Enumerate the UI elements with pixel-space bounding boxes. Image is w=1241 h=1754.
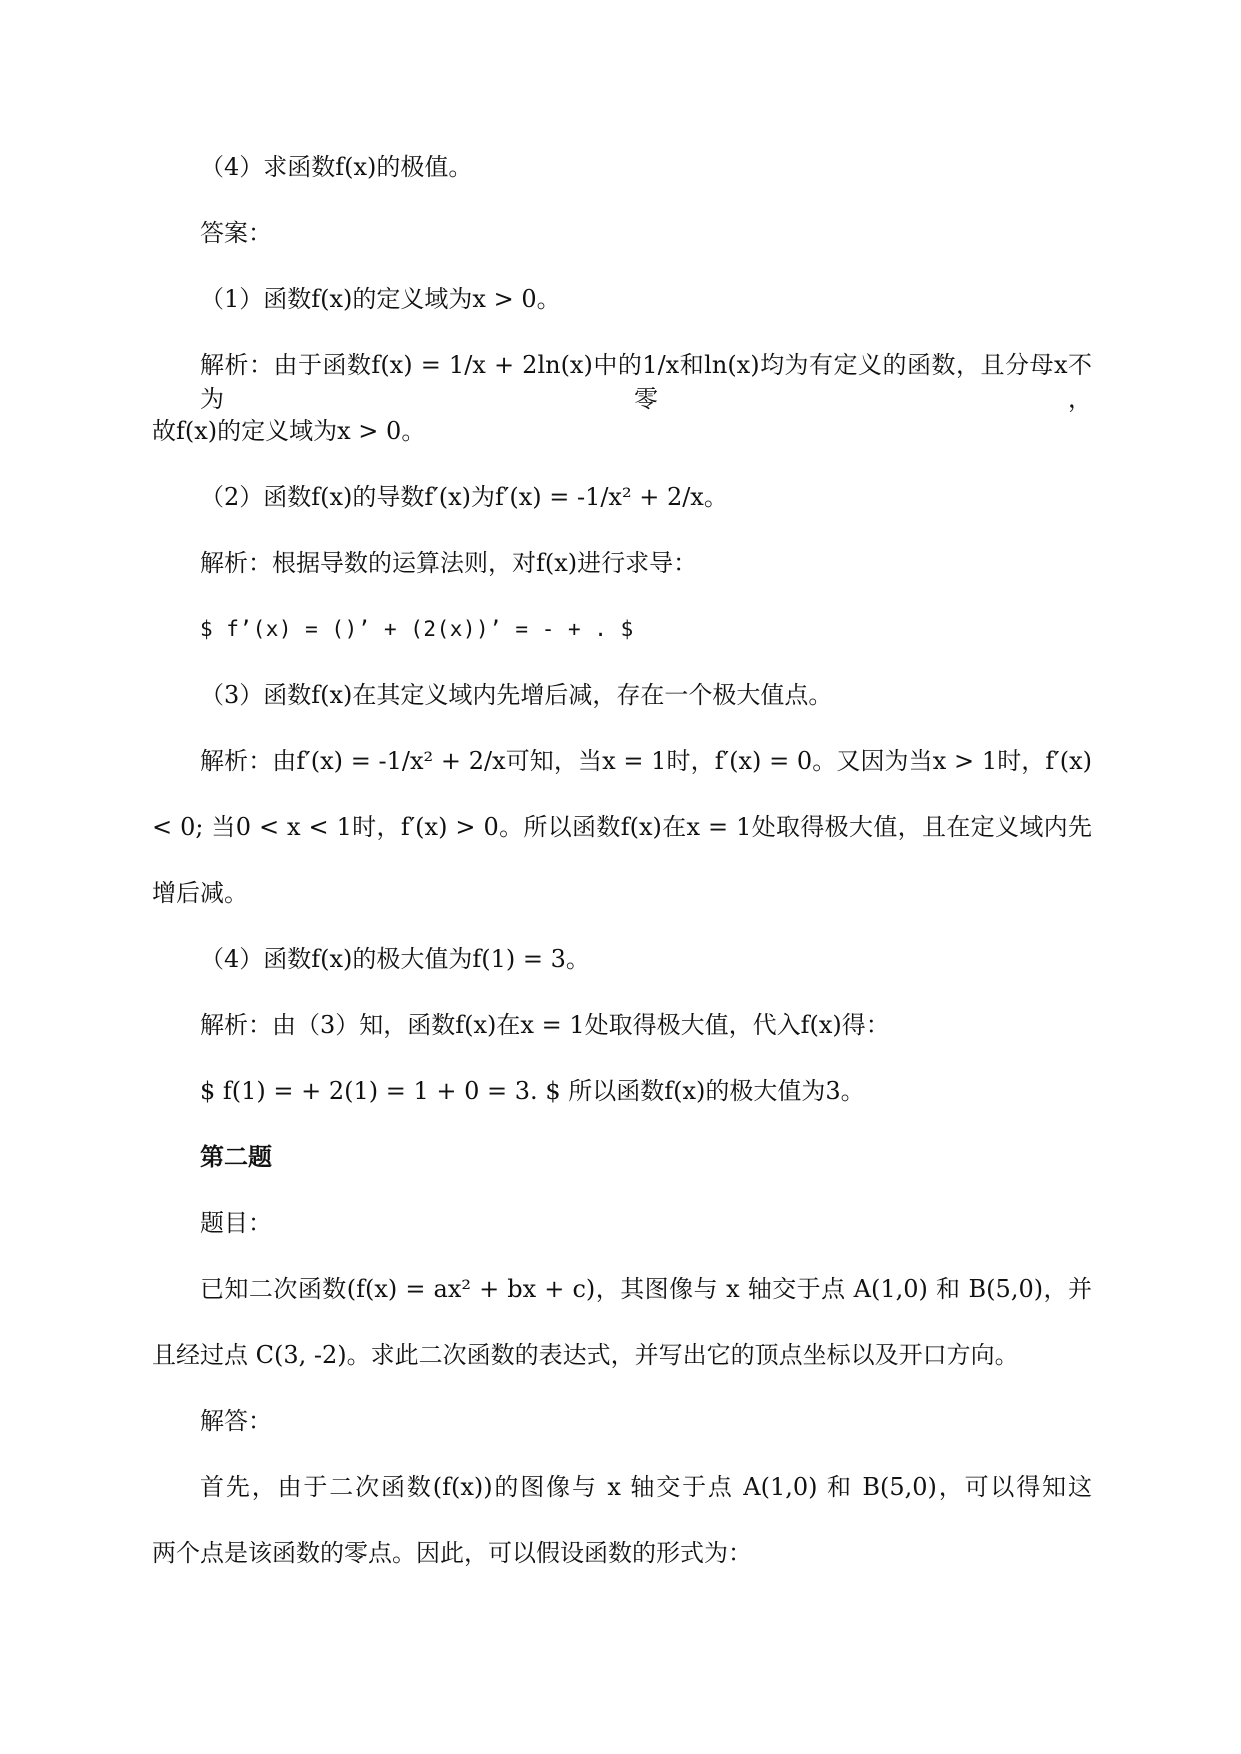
answer-heading: 答案：: [200, 219, 272, 247]
analysis-1-line-1: 解析：由于函数f(x) = 1/x + 2ln(x)中的1/x和ln(x)均为有定义的函数，且分母x不为零，: [200, 351, 1092, 413]
derivative-formula: $ f’(x) = ()’ + (2(x))’ = - + . $: [200, 617, 634, 641]
question-4-prompt: （4）求函数f(x)的极值。: [200, 153, 473, 181]
solution-line-1: 首先，由于二次函数(f(x))的图像与 x 轴交于点 A(1,0) 和 B(5,0)，可以得知这: [200, 1473, 1092, 1501]
section-heading: 第二题: [200, 1142, 272, 1171]
problem-label: 题目：: [200, 1209, 272, 1237]
maximum-formula: $ f(1) = + 2(1) = 1 + 0 = 3. $ 所以函数f(x)的极大值为3。: [200, 1077, 865, 1105]
answer-4: （4）函数f(x)的极大值为f(1) = 3。: [200, 945, 590, 973]
analysis-3-line-2: < 0; 当0 < x < 1时，f′(x) > 0。所以函数f(x)在x = 1处取得极大值，且在定义域内先: [152, 813, 1092, 841]
analysis-1-line-2: 故f(x)的定义域为x > 0。: [152, 417, 426, 445]
solution-label: 解答：: [200, 1407, 272, 1435]
answer-2: （2）函数f(x)的导数f′(x)为f′(x) = -1/x² + 2/x。: [200, 483, 728, 511]
answer-1: （1）函数f(x)的定义域为x > 0。: [200, 285, 561, 313]
analysis-2: 解析：根据导数的运算法则，对f(x)进行求导：: [200, 549, 698, 577]
analysis-3-line-1: 解析：由f′(x) = -1/x² + 2/x可知，当x = 1时，f′(x) = 0。又因为当x > 1时，f′(x): [200, 747, 1092, 775]
analysis-3-line-3: 增后减。: [152, 879, 248, 907]
analysis-4: 解析：由（3）知，函数f(x)在x = 1处取得极大值，代入f(x)得：: [200, 1011, 890, 1039]
solution-line-2: 两个点是该函数的零点。因此，可以假设函数的形式为：: [152, 1539, 752, 1567]
answer-3: （3）函数f(x)在其定义域内先增后减，存在一个极大值点。: [200, 681, 833, 709]
problem-statement-line-2: 且经过点 C(3, -2)。求此二次函数的表达式，并写出它的顶点坐标以及开口方向。: [152, 1341, 1019, 1369]
problem-statement-line-1: 已知二次函数(f(x) = ax² + bx + c)，其图像与 x 轴交于点 A(1,0) 和 B(5,0)，并: [200, 1275, 1092, 1303]
